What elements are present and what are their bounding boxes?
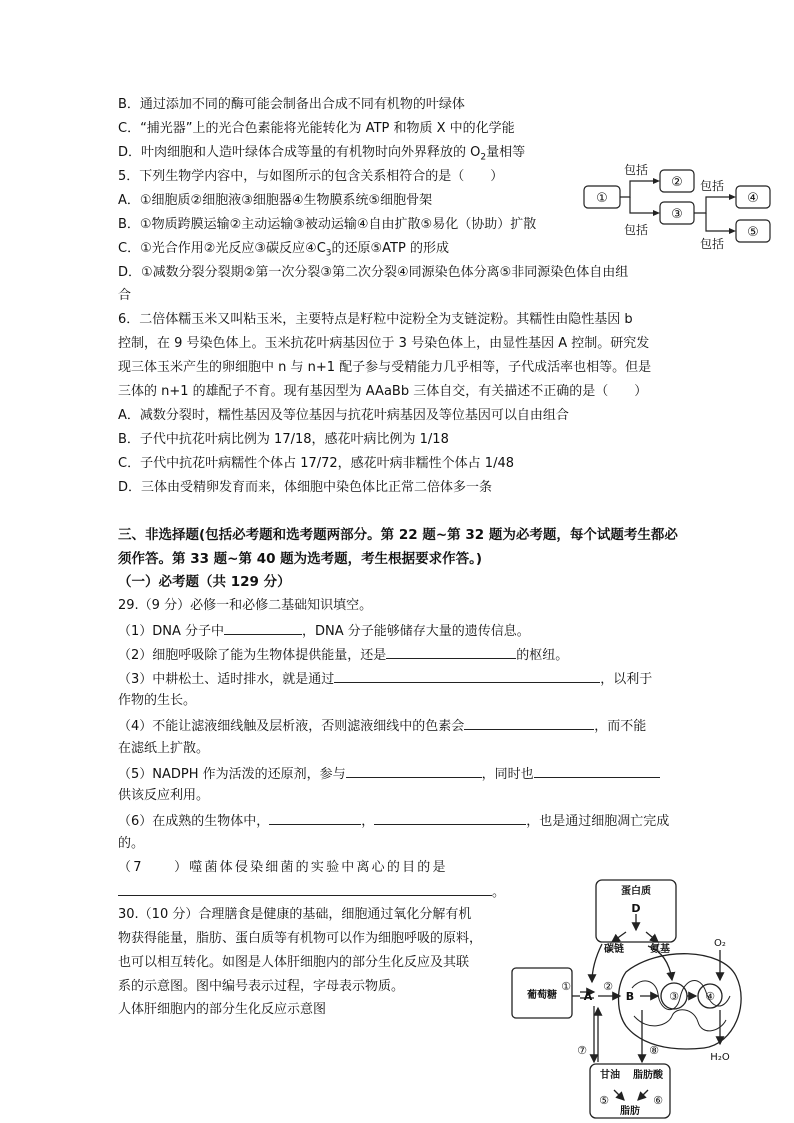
q4-option-d: D．叶肉细胞和人造叶绿体合成等量的有机物时向外界释放的 $O_2$量相等	[118, 145, 526, 163]
fig-fatty-acid: 脂肪酸	[633, 1070, 663, 1081]
blank-4[interactable]	[464, 715, 594, 730]
blank-3[interactable]	[334, 668, 600, 683]
fig-process-7: ⑦	[577, 1044, 587, 1057]
q29-item-6-cont: 的。	[118, 836, 145, 851]
diagram-node-3: ③	[671, 207, 683, 222]
fig-glycerol: 甘油	[600, 1070, 620, 1081]
fig-label-a: A	[583, 990, 593, 1003]
q6-option-d: D．三体由受精卵发育而来，体细胞中染色体比正常二倍体多一条	[118, 480, 493, 495]
q30-stem-line4: 系的示意图。图中编号表示过程，字母表示物质。	[118, 979, 405, 994]
q6-stem-line1: 6．二倍体糯玉米又叫粘玉米，主要特点是籽粒中淀粉全为支链淀粉。其糯性由隐性基因 b	[118, 312, 633, 327]
fig-h2o: H₂O	[710, 1052, 730, 1063]
diagram-node-2: ②	[671, 175, 683, 190]
fig-process-2: ②	[603, 980, 613, 993]
q30-stem-line3: 也可以相互转化。如图是人体肝细胞内的部分生化反应及其联	[118, 955, 470, 970]
blank-7[interactable]	[118, 881, 492, 896]
liver-cell-diagram	[508, 876, 752, 1120]
diagram-label-includes-b: 包括	[624, 223, 649, 237]
diagram-label-includes-c: 包括	[700, 179, 725, 193]
q29-item-1: （1）DNA 分子中 ，DNA 分子能够储存大量的遗传信息。	[118, 620, 530, 642]
fig-label-d: D	[631, 902, 641, 915]
diagram-node-4: ④	[747, 191, 759, 206]
diagram-label-includes-d: 包括	[700, 237, 725, 251]
fig-process-4: ④	[705, 990, 715, 1003]
section-subheading: （一）必考题（共 129 分）	[118, 574, 291, 590]
q5-stem: 5．下列生物学内容中，与如图所示的包含关系相符合的是（ ）	[118, 169, 504, 184]
q29-item-5-cont: 供该反应利用。	[118, 788, 210, 803]
q30-stem-line1: 30.（10 分）合理膳食是健康的基础，细胞通过氧化分解有机	[118, 907, 472, 922]
q6-stem-line2: 控制，在 9 号染色体上。玉米抗花叶病基因位于 3 号染色体上，由显性基因 A 控制。研究发	[118, 336, 650, 351]
blank-6b[interactable]	[374, 810, 526, 825]
fig-glucose: 葡萄糖	[527, 990, 557, 1001]
fig-process-8: ⑧	[649, 1044, 659, 1057]
q4-option-c: C．“捕光器”上的光合色素能将光能转化为 ATP 和物质 X 中的化学能	[118, 121, 515, 136]
q5-option-b: B．①物质跨膜运输②主动运输③被动运输④自由扩散⑤易化（协助）扩散	[118, 217, 537, 232]
q6-option-c: C．子代中抗花叶病糯性个体占 17/72，感花叶病非糯性个体占 1/48	[118, 456, 514, 471]
q29-item-6: （6）在成熟的生物体中， ， ，也是通过细胞凋亡完成	[118, 810, 669, 832]
q5-option-d-line1: D．①减数分裂分裂期②第一次分裂③第二次分裂④同源染色体分离⑤非同源染色体自由组	[118, 265, 629, 280]
section-heading-line1: 三、非选择题(包括必考题和选考题两部分。第 22 题~第 32 题为必考题，每个试题考生都必	[118, 527, 678, 543]
q29-item-3: （3）中耕松土、适时排水，就是通过 ，以利于	[118, 668, 652, 690]
fig-o2: O₂	[714, 938, 726, 949]
q6-stem-line4: 三体的 n+1 的雄配子不育。现有基因型为 AAaBb 三体自交，有关描述不正确的是（ ）	[118, 384, 648, 399]
q29-item-2: （2）细胞呼吸除了能为生物体提供能量，还是 的枢纽。	[118, 644, 568, 666]
fig-amino-group: 氨基	[650, 944, 670, 955]
q30-stem-line2: 物获得能量，脂肪、蛋白质等有机物可以作为细胞呼吸的原料，	[118, 931, 483, 946]
fig-process-6: ⑥	[653, 1094, 663, 1107]
q30-figure-caption: 人体肝细胞内的部分生化反应示意图	[118, 1002, 327, 1017]
fig-process-5: ⑤	[599, 1094, 609, 1107]
q6-option-a: A．减数分裂时，糯性基因及等位基因与抗花叶病基因及等位基因可以自由组合	[118, 408, 569, 423]
q5-option-a: A．①细胞质②细胞液③细胞器④生物膜系统⑤细胞骨架	[118, 193, 433, 208]
blank-5a[interactable]	[346, 763, 482, 778]
q29-item-3-cont: 作物的生长。	[118, 693, 197, 708]
q29-item-7: （7 ）噬菌体侵染细菌的实验中离心的目的是	[118, 860, 448, 875]
fig-carbon-chain: 碳链	[604, 944, 624, 955]
fig-process-3: ③	[669, 990, 679, 1003]
q6-option-b: B．子代中抗花叶病比例为 17/18，感花叶病比例为 1/18	[118, 432, 449, 447]
inclusion-diagram	[578, 158, 778, 252]
fig-process-1: ①	[561, 980, 571, 993]
q29-item-7-answer: 。	[118, 881, 505, 903]
section-heading-line2: 须作答。第 33 题~第 40 题为选考题，考生根据要求作答。)	[118, 551, 483, 567]
fig-protein: 蛋白质	[621, 886, 651, 897]
q29-stem: 29.（9 分）必修一和必修二基础知识填空。	[118, 598, 373, 613]
q29-item-4-cont: 在滤纸上扩散。	[118, 741, 210, 756]
blank-2[interactable]	[386, 644, 516, 659]
fig-label-b: B	[625, 990, 635, 1003]
blank-6a[interactable]	[269, 810, 361, 825]
q5-option-d-line2: 合	[118, 288, 132, 303]
q6-stem-line3: 现三体玉米产生的卵细胞中 n 与 n+1 配子参与受精能力几乎相等，子代成活率也相等。但是	[118, 360, 652, 375]
blank-5b[interactable]	[534, 763, 660, 778]
diagram-node-5: ⑤	[747, 225, 759, 240]
diagram-label-includes-a: 包括	[624, 163, 649, 177]
q5-option-c: C．①光合作用②光反应③碳反应$④C_3$的还原⑤ATP 的形成	[118, 241, 449, 259]
diagram-node-1: ①	[596, 191, 608, 206]
blank-1[interactable]	[224, 620, 302, 635]
q29-item-4: （4）不能让滤液细线触及层析液，否则滤液细线中的色素会 ，而不能	[118, 715, 646, 737]
q4-option-b: B．通过添加不同的酶可能会制备出合成不同有机物的叶绿体	[118, 97, 465, 112]
fig-fat: 脂肪	[620, 1106, 640, 1117]
q29-item-5: （5）NADPH 作为活泼的还原剂，参与 ，同时也	[118, 763, 660, 785]
